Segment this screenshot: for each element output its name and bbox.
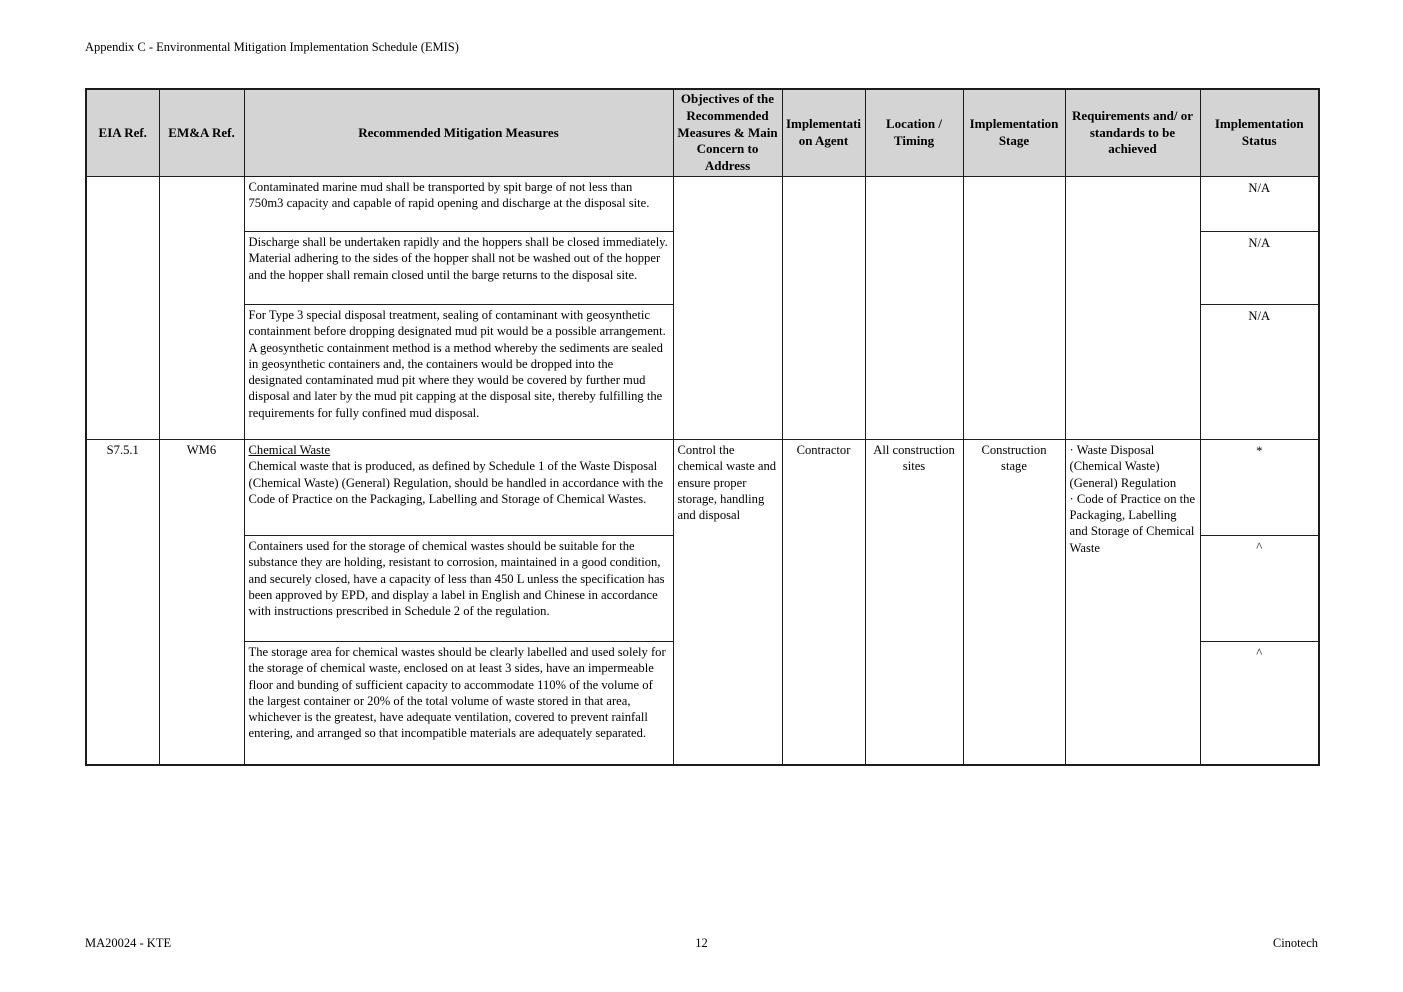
col-header-mitigation-measures: Recommended Mitigation Measures — [244, 89, 673, 176]
measure-text: Chemical waste that is produced, as defined by Schedule 1 of the Waste Disposal (Chemical Waste) (General) Regulation, should be handled in accordance with the Code of Practice on the Packaging, Labelling and Storage of Chemical Wastes. — [248, 459, 664, 506]
cell-implementation-stage: Construction stage — [963, 439, 1065, 765]
col-header-eia-ref: EIA Ref. — [86, 89, 159, 176]
cell-eia-ref — [86, 176, 159, 439]
col-header-implementation-status: Implementation Status — [1200, 89, 1319, 176]
cell-ema-ref — [159, 176, 244, 439]
cell-implementation-status: N/A — [1200, 304, 1319, 439]
page-footer — [0, 936, 1403, 956]
cell-implementation-status: ^ — [1200, 535, 1319, 641]
cell-implementation-status: * — [1200, 439, 1319, 535]
requirement-item: · Code of Practice on the Packaging, Labelling and Storage of Chemical Waste — [1069, 491, 1196, 555]
cell-implementation-status: ^ — [1200, 641, 1319, 765]
cell-mitigation-measure — [244, 439, 673, 535]
cell-implementation-status: N/A — [1200, 231, 1319, 304]
cell-requirements — [1065, 439, 1200, 765]
col-header-implementation-stage: Implementation Stage — [963, 89, 1065, 176]
appendix-title: Appendix C - Environmental Mitigation Implementation Schedule (EMIS) — [85, 40, 459, 54]
cell-implementation-agent: Contractor — [782, 439, 865, 765]
cell-location-timing: All construction sites — [865, 439, 963, 765]
cell-requirements — [1065, 176, 1200, 439]
table-header-row — [86, 89, 1319, 176]
cell-mitigation-measure: For Type 3 special disposal treatment, sealing of contaminant with geosynthetic containment before dropping designated mud pit would be a possible arrangement. A geosynthetic containment method is a method whereby the sediments are sealed in geosynthetic containers and, the containers would be dropped into the designated contaminated mud pit where they would be covered by further mud disposal and later by the mud pit capping at the disposal site, thereby fulfilling the requirements for fully confined mud disposal. — [244, 304, 673, 439]
cell-objectives — [673, 176, 782, 439]
col-header-ema-ref: EM&A Ref. — [159, 89, 244, 176]
footer-project-ref: MA20024 - KTE — [85, 936, 172, 950]
table-row — [86, 176, 1319, 231]
cell-mitigation-measure: Contaminated marine mud shall be transported by spit barge of not less than 750m3 capacity and capable of rapid opening and discharge at the disposal site. — [244, 176, 673, 231]
cell-implementation-agent — [782, 176, 865, 439]
emis-table — [85, 88, 1320, 766]
col-header-implementation-agent: Implementation Agent — [782, 89, 865, 176]
cell-implementation-status: N/A — [1200, 176, 1319, 231]
cell-implementation-stage — [963, 176, 1065, 439]
cell-mitigation-measure: The storage area for chemical wastes should be clearly labelled and used solely for the storage of chemical waste, enclosed on at least 3 sides, have an impermeable floor and bunding of sufficient capacity to accommodate 110% of the volume of the largest container or 20% of the total volume of waste stored in that area, whichever is the greatest, have adequate ventilation, covered to prevent rainfall entering, and arranged so that incompatible materials are adequately separated. — [244, 641, 673, 765]
col-header-requirements: Requirements and/ or standards to be achieved — [1065, 89, 1200, 176]
table-row — [86, 439, 1319, 535]
cell-eia-ref: S7.5.1 — [86, 439, 159, 765]
cell-location-timing — [865, 176, 963, 439]
requirement-item: · Waste Disposal (Chemical Waste) (General) Regulation — [1069, 442, 1177, 490]
cell-ema-ref: WM6 — [159, 439, 244, 765]
col-header-location-timing: Location / Timing — [865, 89, 963, 176]
measure-title: Chemical Waste — [248, 442, 331, 457]
footer-page-number: 12 — [695, 936, 708, 950]
cell-mitigation-measure: Containers used for the storage of chemical wastes should be suitable for the substance they are holding, resistant to corrosion, maintained in a good condition, and securely closed, have a capacity of less than 450 L unless the specification has been approved by EPD, and display a label in English and Chinese in accordance with instructions prescribed in Schedule 2 of the regulation. — [244, 535, 673, 641]
cell-objectives: Control the chemical waste and ensure proper storage, handling and disposal — [673, 439, 782, 765]
cell-mitigation-measure: Discharge shall be undertaken rapidly and the hoppers shall be closed immediately. Material adhering to the sides of the hopper shall not be washed out of the hopper and the hopper shall remain closed until the barge returns to the disposal site. — [244, 231, 673, 304]
col-header-objectives: Objectives of the Recommended Measures & Main Concern to Address — [673, 89, 782, 176]
footer-company-name: Cinotech — [1272, 936, 1318, 950]
